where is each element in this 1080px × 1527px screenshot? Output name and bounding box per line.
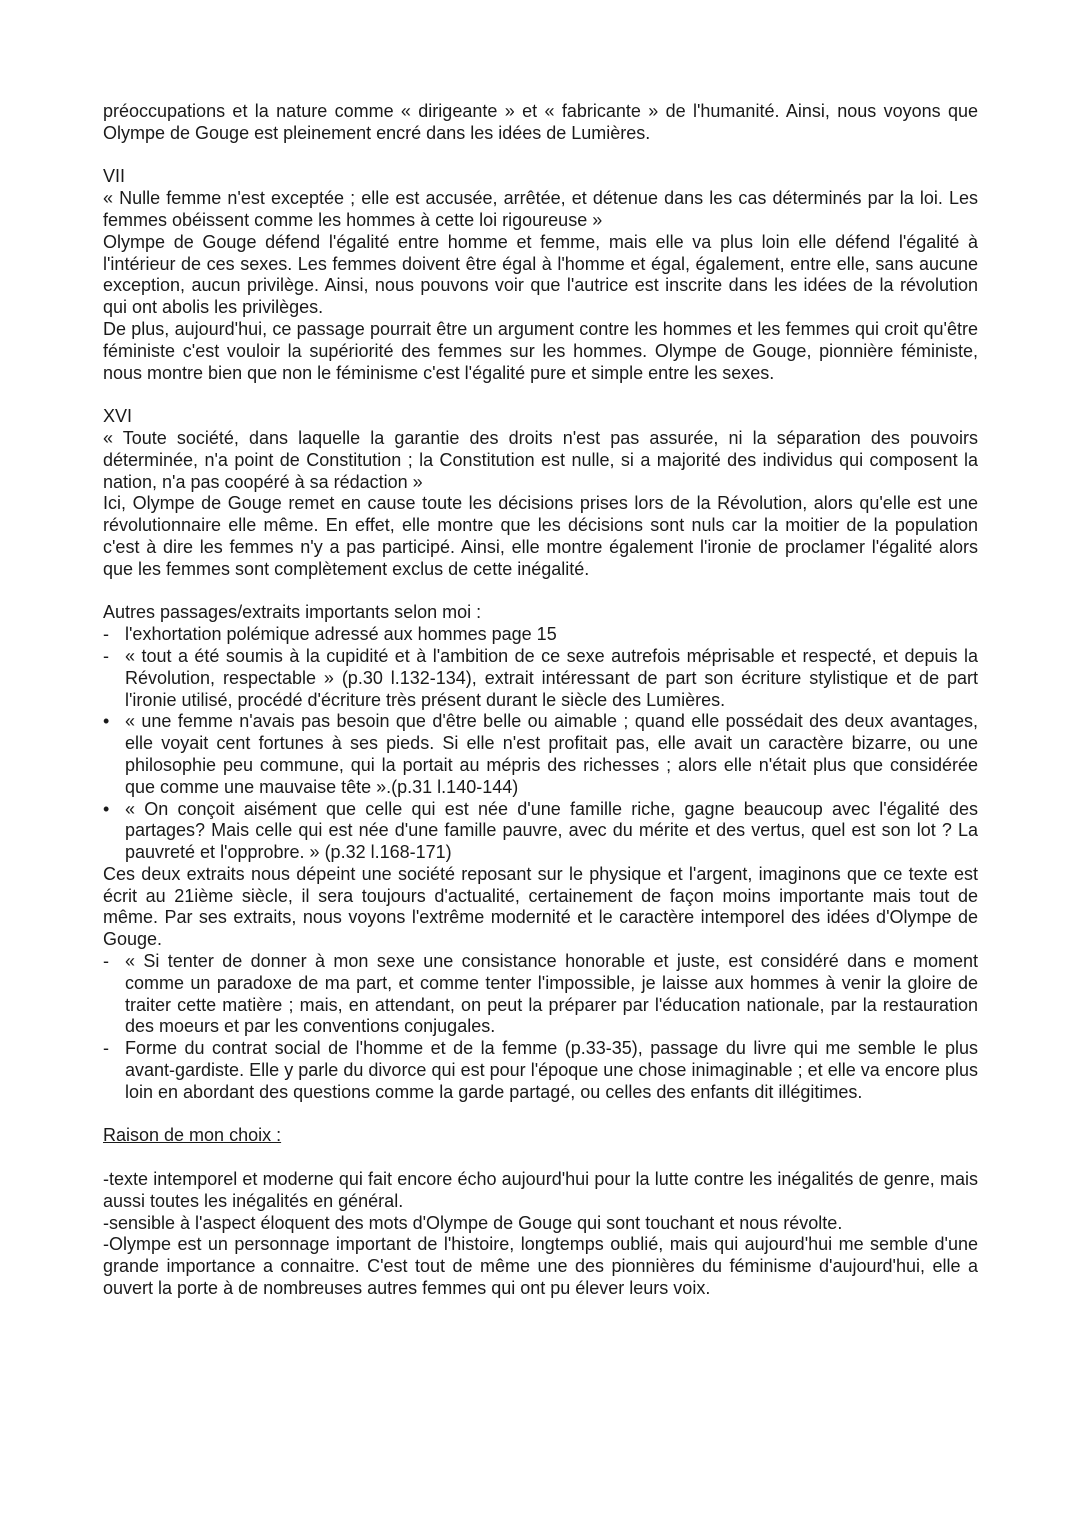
list-marker: - <box>103 624 109 645</box>
list-item <box>103 711 978 798</box>
list-item-text: l'exhortation polémique adressé aux hommes page 15 <box>125 624 557 645</box>
list-marker: - <box>103 951 109 972</box>
list-item <box>103 799 978 864</box>
section-xvi-heading: XVI <box>103 406 133 427</box>
list-item-text: « tout a été soumis à la cupidité et à l'ambition de ce sexe autrefois méprisable et respecté, et depuis la Révolution, respectable » (p.30 l.132-134), extrait intéressant de part son écriture stylistique et de part l'ironie utilisé, procédé d'écriture très présent durant le siècle des Lumières. <box>125 645 978 710</box>
list-item-text: « Si tenter de donner à mon sexe une consistance honorable et juste, est considéré dans e moment comme un paradoxe de ma part, et comme tenter l'impossible, je laisse aux hommes à venir la gloire de traiter cette matière ; mais, en attendant, on peut la préparer par l'éducation nationale, par la restauration des moeurs et par les conventions conjugales. <box>125 951 978 1037</box>
reason-item: -sensible à l'aspect éloquent des mots d'Olympe de Gouge qui sont touchant et nous révolte. <box>103 1212 843 1233</box>
list-item <box>103 951 978 1038</box>
spacer <box>103 1147 978 1169</box>
document-page <box>103 101 978 1300</box>
section-vii-paragraph-2: De plus, aujourd'hui, ce passage pourrait être un argument contre les hommes et les femmes qui croit qu'être féministe c'est vouloir la supériorité des femmes sur les hommes. Olympe de Gouge, pionnière féministe, nous montre bien que non le féminisme c'est l'égalité pure et simple entre les sexes. <box>103 318 978 383</box>
others-middle-paragraph: Ces deux extraits nous dépeint une société reposant sur le physique et l'argent, imaginons que ce texte est écrit au 21ième siècle, il sera toujours d'actualité, certainement de façon moins importante mais tout de même. Par ses extraits, nous voyons l'extrême modernité et le caractère intemporel des idées d'Olympe de Gouge. <box>103 863 978 950</box>
list-marker: - <box>103 645 109 666</box>
spacer <box>103 384 978 406</box>
section-vii-quote: « Nulle femme n'est exceptée ; elle est accusée, arrêtée, et détenue dans les cas déterminés par la loi. Les femmes obéissent comme les hommes à cette loi rigoureuse » <box>103 188 978 230</box>
list-marker: • <box>103 711 110 732</box>
section-vii-paragraph-1: Olympe de Gouge défend l'égalité entre homme et femme, mais elle va plus loin elle défend l'égalité à l'intérieur de ces sexes. Les femmes doivent être égal à l'homme et égal, également, entre elle, sans aucune exception, aucun privilège. Ainsi, nous pouvons voir que l'autrice est inscrite dans les idées de la révolution qui ont abolis les privilèges. <box>103 231 978 318</box>
section-vii-heading: VII <box>103 166 126 187</box>
reason-item: -texte intemporel et moderne qui fait encore écho aujourd'hui pour la lutte contre les inégalités de genre, mais aussi toutes les inégalités en général. <box>103 1169 978 1211</box>
list-item-text: Forme du contrat social de l'homme et de la femme (p.33-35), passage du livre qui me semble le plus avant-gardiste. Elle y parle du divorce qui est pour l'époque une chose inimaginable ; et elle va encore plus loin en abordant des questions comme la garde partagé, ou celles des enfants dit illégitimes. <box>125 1038 978 1102</box>
list-item-text: « On conçoit aisément que celle qui est née d'une famille riche, gagne beaucoup avec l'égalité des partages? Mais celle qui est née d'une famille pauvre, avec du mérite et des vertus, quel est son lot ? La pauvreté et l'opprobre. » (p.32 l.168-171) <box>125 798 978 863</box>
list-item <box>103 624 978 646</box>
list-item-text: « une femme n'avais pas besoin que d'être belle ou aimable ; quand elle possédait des deux avantages, elle voyait cent fortunes à ses pieds. Si elle n'est profitait pas, elle avait un caractère bizarre, ou une philosophie peu commune, qui la portait au mépris des richesses ; alors elle n'était plus que considérée que comme une mauvaise tête ».(p.31 l.140-144) <box>125 711 978 797</box>
list-item <box>103 646 978 711</box>
list-marker: - <box>103 1038 109 1059</box>
reason-item: -Olympe est un personnage important de l'histoire, longtemps oublié, mais qui aujourd'hui me semble d'une grande importance a connaitre. C'est tout de même une des pionnières du féminisme d'aujourd'hui, elle a ouvert la porte à de nombreuses autres femmes qui ont pu élever leurs voix. <box>103 1234 978 1299</box>
section-xvi-paragraph-1: Ici, Olympe de Gouge remet en cause toute les décisions prises lors de la Révolution, alors qu'elle est une révolutionnaire elle même. En effet, elle montre que les décisions sont nuls car la moitier de la population c'est à dire les femmes n'y a pas participé. Ainsi, elle montre également l'ironie de proclamer l'égalité alors que les femmes sont complètement exclus de cette inégalité. <box>103 493 978 579</box>
spacer <box>103 581 978 603</box>
spacer <box>103 145 978 167</box>
reasons-heading: Raison de mon choix : <box>103 1125 282 1146</box>
excerpt-list-2 <box>103 951 978 1104</box>
excerpt-list-1 <box>103 624 978 864</box>
intro-paragraph: préoccupations et la nature comme « dirigeante » et « fabricante » de l'humanité. Ainsi, nous voyons que Olympe de Gouge est pleinement encré dans les idées de Lumières. <box>103 101 978 143</box>
spacer <box>103 1104 978 1126</box>
list-marker: • <box>103 798 110 819</box>
others-heading: Autres passages/extraits importants selon moi : <box>103 602 482 623</box>
list-item <box>103 1038 978 1103</box>
section-xvi-quote: « Toute société, dans laquelle la garantie des droits n'est pas assurée, ni la séparation des pouvoirs déterminée, n'a point de Constitution ; la Constitution est nulle, si a majorité des individus qui composent la nation, n'a pas coopéré à sa rédaction » <box>103 427 978 492</box>
